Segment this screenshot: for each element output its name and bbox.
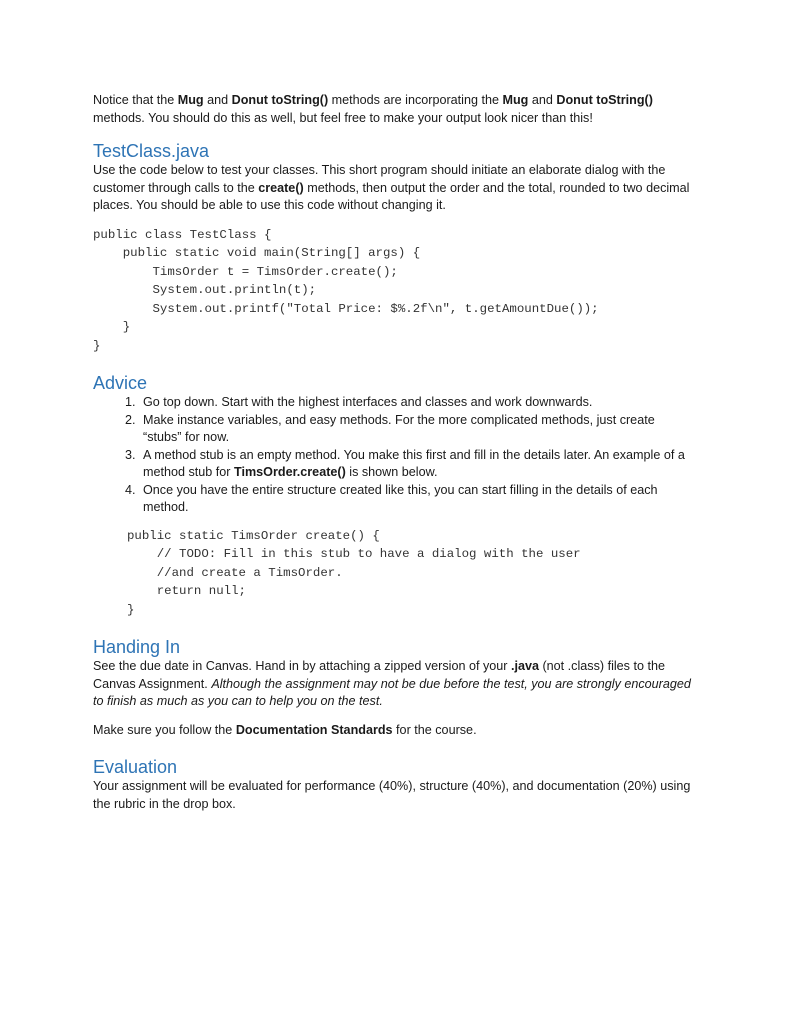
testclass-text: methods, then output the order and the total, rounded to two decimal places. You should be able to use this code without changing it.: [93, 180, 690, 212]
document-page: [93, 92, 693, 813]
advice-item-3: [139, 447, 693, 482]
advice-item-3-text: A method stub is an empty method. You make this first and fill in the details later. An example of a method stub for: [143, 447, 685, 479]
evaluation-heading: Evaluation: [93, 757, 178, 777]
handing-in-text: (not .class) files to the Canvas Assignment.: [93, 659, 665, 691]
handing-in-text: See the due date in Canvas. Hand in by attaching a zipped version of your: [93, 659, 511, 673]
advice-heading: Advice: [93, 373, 148, 393]
java-term: .java: [510, 659, 539, 673]
timsorder-create-term: TimsOrder.create(): [234, 465, 346, 479]
documentation-text: for the course.: [392, 722, 477, 737]
testclass-paragraph: [93, 162, 693, 215]
intro-paragraph: [93, 92, 693, 127]
method-stub-code-block: public static TimsOrder create() { // TODO: Fill in this stub to have a dialog with the user //and create a TimsOrder. return null; }: [127, 528, 581, 617]
testclass-heading: TestClass.java: [93, 141, 210, 161]
create-term: create(): [258, 180, 304, 195]
mug-term: Mug: [177, 93, 204, 107]
advice-item-4: 4. Once you have the entire structure created like this, you can start filling in the details of each method.: [139, 482, 693, 517]
intro-text: Notice that the: [93, 93, 178, 107]
intro-text: methods. You should do this as well, but feel free to make your output look nicer than this!: [93, 110, 593, 125]
intro-text: and: [528, 93, 557, 107]
advice-item-1: 1. Go top down. Start with the highest interfaces and classes and work downwards.: [139, 394, 693, 412]
evaluation-paragraph: Your assignment will be evaluated for performance (40%), structure (40%), and documentation (20%) using the rubric in the drop box.: [93, 779, 691, 811]
testclass-code-block: public class TestClass { public static void main(String[] args) { TimsOrder t = TimsOrder.create(); System.out.println(t); System.out.printf("Total Price: $%.2f\n", t.getAmountDue()); } }: [93, 227, 599, 353]
documentation-text: Make sure you follow the: [93, 722, 236, 737]
handing-in-paragraph: [93, 658, 693, 711]
advice-item-3-text: is shown below.: [345, 465, 438, 479]
mug-term: Mug: [502, 93, 529, 107]
handing-in-emphasis: Although the assignment may not be due before the test, you are strongly encouraged to finish as much as you can to help you on the test.: [93, 676, 691, 708]
advice-item-2: 2. Make instance variables, and easy methods. For the more complicated methods, just create “stubs” for now.: [139, 412, 693, 447]
advice-list: [93, 394, 693, 517]
donut-tostring-term: Donut toString(): [556, 93, 653, 107]
testclass-text: Use the code below to test your classes. This short program should initiate an elaborate dialog with the customer through calls to the: [93, 163, 666, 195]
documentation-standards-term: Documentation Standards: [235, 722, 393, 737]
documentation-paragraph: [93, 722, 693, 740]
intro-text: methods are incorporating the: [328, 93, 503, 107]
donut-tostring-term: Donut toString(): [231, 93, 329, 107]
intro-text: and: [203, 93, 232, 107]
handing-in-heading: Handing In: [93, 637, 181, 657]
